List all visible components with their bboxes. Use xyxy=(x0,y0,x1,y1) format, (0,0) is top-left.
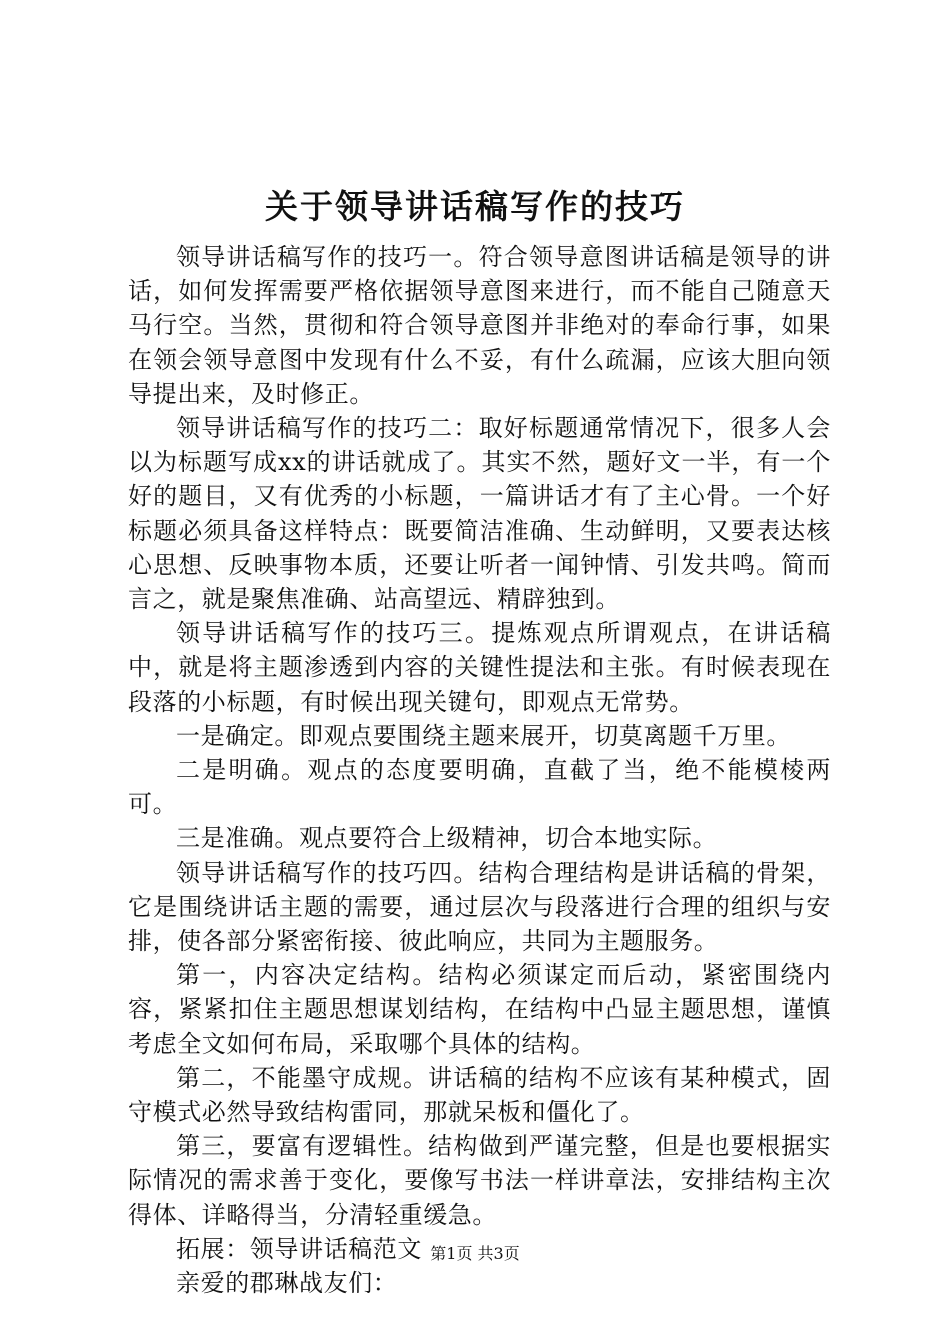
paragraph: 二是明确。观点的态度要明确，直截了当，绝不能模棱两可。 xyxy=(128,756,831,819)
paragraph: 三是准确。观点要符合上级精神，切合本地实际。 xyxy=(176,824,718,853)
page-title: 关于领导讲话稿写作的技巧 xyxy=(265,187,685,226)
paragraph: 领导讲话稿写作的技巧一。符合领导意图讲话稿是领导的讲话，如何发挥需要严格依据领导意图来进行，而不能自己随意天马行空。当然，贯彻和符合领导意图并非绝对的奉命行事，如果在领会领导意图中发现有什么不妥，有什么疏漏，应该大胆向领导提出来，及时修正。 xyxy=(128,243,831,408)
paragraph: 第二，不能墨守成规。讲话稿的结构不应该有某种模式，固守模式必然导致结构雷同，那就呆板和僵化了。 xyxy=(128,1063,831,1127)
paragraph: 拓展：领导讲话稿范文 xyxy=(176,1234,422,1263)
paragraph: 领导讲话稿写作的技巧二：取好标题通常情况下，很多人会以为标题写成xx的讲话就成了。其实不然，题好文一半，有一个好的题目，又有优秀的小标题，一篇讲话才有了主心骨。一个好标题必须具备这样特点：既要简洁准确、生动鲜明，又要表达核心思想、反映事物本质，还要让听者一闻钟情、引发共鸣。简而言之，就是聚焦准确、站高望远、精辟独到。 xyxy=(128,414,831,614)
document-body xyxy=(128,240,831,1300)
page-number-footer: 第1页 共3页 xyxy=(430,1244,520,1263)
paragraph: 第三，要富有逻辑性。结构做到严谨完整，但是也要根据实际情况的需求善于变化，要像写书法一样讲章法，安排结构主次得体、详略得当，分清轻重缓急。 xyxy=(128,1132,831,1229)
paragraph: 领导讲话稿写作的技巧三。提炼观点所谓观点，在讲话稿中，就是将主题渗透到内容的关键性提法和主张。有时候表现在段落的小标题，有时候出现关键句，即观点无常势。 xyxy=(128,619,831,716)
paragraph: 亲爱的郡琳战友们： xyxy=(176,1269,398,1298)
paragraph: 第一，内容决定结构。结构必须谋定而后动，紧密围绕内容，紧紧扣住主题思想谋划结构，在结构中凸显主题思想，谨慎考虑全文如何布局，采取哪个具体的结构。 xyxy=(128,961,831,1058)
paragraph: 领导讲话稿写作的技巧四。结构合理结构是讲话稿的骨架，它是围绕讲话主题的需要，通过层次与段落进行合理的组织与安排，使各部分紧密衔接、彼此响应，共同为主题服务。 xyxy=(128,858,831,956)
paragraph: 一是确定。即观点要围绕主题来展开，切莫离题千万里。 xyxy=(176,721,791,750)
